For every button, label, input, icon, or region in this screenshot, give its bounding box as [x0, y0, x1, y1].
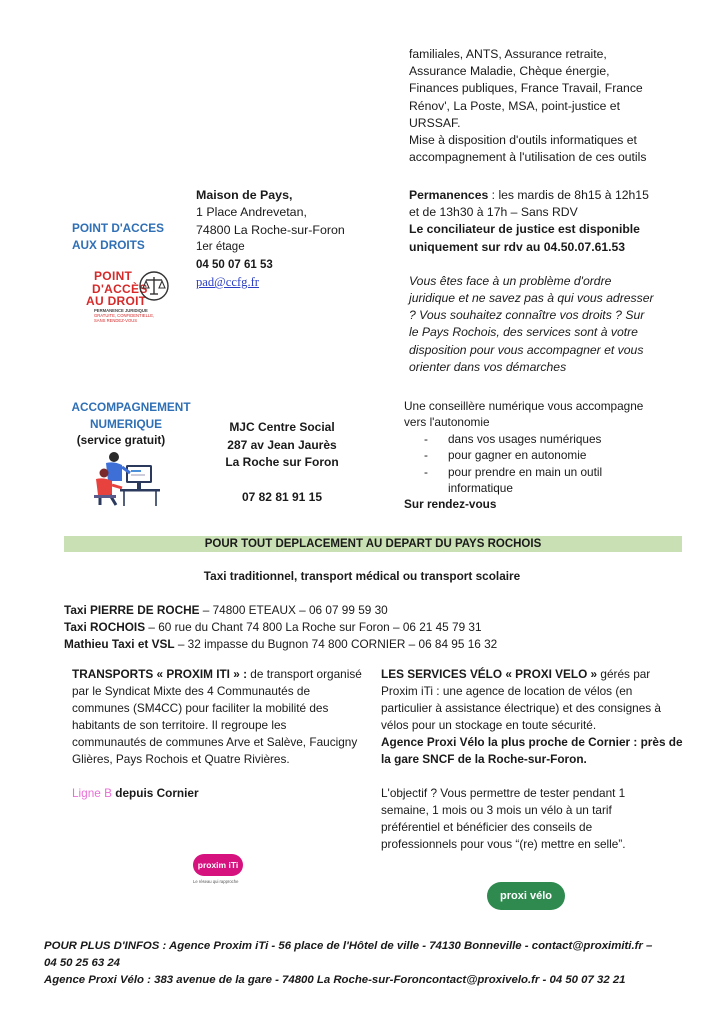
permanences-text: : les mardis de 8h15 à 12h15 [488, 188, 649, 202]
scales-icon [138, 270, 170, 302]
numerique-intro: Une conseillère numérique vous accompagne [404, 399, 644, 413]
pad-logo-subtext [94, 308, 174, 323]
proxim-title-line [72, 666, 372, 683]
proxim-title-rest: de transport organisé [247, 667, 362, 681]
pad-address-floor: 1er étage [196, 241, 245, 254]
proxim-line: par le Syndicat Mixte des 4 Communautés de [72, 684, 311, 698]
velo-objectif: L'objectif ? Vous permettre de tester pendant 1 [381, 786, 626, 800]
ligne-b-label: Ligne B [72, 786, 113, 800]
pad-intro-line: disposition pour vous accompagner et vous [409, 342, 644, 357]
numerique-rdv: Sur rendez-vous [404, 497, 497, 512]
pad-email-link[interactable]: pad@ccfg.fr [196, 275, 259, 290]
numerique-heading-free: (service gratuit) [76, 433, 166, 447]
permanences-text-2: et de 13h30 à 17h – Sans RDV [409, 205, 578, 220]
services-line: Finances publiques, France Travail, France [409, 81, 643, 96]
footer-info [44, 938, 694, 989]
services-line: Mise à disposition d'outils informatiques et [409, 133, 637, 148]
velo-agence: Agence Proxi Vélo la plus proche de Cornier : près de [381, 735, 683, 749]
numerique-list [404, 431, 704, 480]
pad-logo-line: AU DROIT [86, 294, 147, 308]
pad-logo-sub: SANS RENDEZ-VOUS [94, 318, 138, 323]
pad-intro-line: le Pays Rochois, des services sont à votre [409, 325, 638, 340]
services-line: familiales, ANTS, Assurance retraite, [409, 47, 607, 61]
taxi-list [64, 602, 684, 653]
velo-title-rest: gérés par [597, 667, 651, 681]
list-item: - dans vos usages numériques [404, 431, 704, 447]
services-line: Rénov', La Poste, MSA, point-justice et [409, 98, 620, 113]
pad-phone: 04 50 07 61 53 [196, 258, 273, 271]
proxim-iti-logo [193, 854, 255, 888]
numerique-intro: vers l'autonomie [404, 415, 490, 430]
footer-line: 04 50 25 63 24 [44, 957, 121, 969]
pad-intro-line: orienter dans vos démarches [409, 359, 567, 374]
numerique-heading-line: ACCOMPAGNEMENT [71, 400, 191, 414]
footer-line: Agence Proxi Vélo : 383 avenue de la gare - 74800 La Roche-sur-Foroncontact@proxivelo.fr - 04 50 07 32 21 [44, 974, 626, 986]
pad-logo-sub: GRATUITE, CONFIDENTIELLE, [94, 313, 155, 318]
list-item: - pour gagner en autonomie [404, 447, 704, 463]
velo-agence: la gare SNCF de la Roche-sur-Foron. [381, 752, 587, 766]
pad-address-street: 1 Place Andrevetan, [196, 205, 307, 220]
pad-logo-sub: PERMANENCE JURIDIQUE [94, 308, 148, 313]
conciliateur-line: Le conciliateur de justice est disponible [409, 222, 640, 237]
numerique-heading-line: NUMERIQUE [89, 416, 163, 431]
numerique-item-continued: informatique [448, 481, 513, 496]
proxim-ligne [72, 785, 372, 802]
pad-logo-line: POINT [94, 269, 133, 283]
services-line: URSSAF. [409, 115, 461, 130]
proxim-line: Glières, Pays Rochois et Quatre Rivières. [72, 752, 290, 766]
numerique-address-name: MJC Centre Social [229, 420, 335, 434]
velo-line: Proxim iTi : une agence de location de vélos (en [381, 684, 633, 698]
pad-address [196, 187, 396, 291]
proxim-block [72, 666, 372, 802]
taxi-details: – 74800 ETEAUX – 06 07 99 59 30 [199, 603, 388, 617]
proxim-title: TRANSPORTS « PROXIM ITI » : [72, 667, 248, 681]
numerique-address-street: 287 av Jean Jaurès [227, 437, 337, 452]
velo-title-line [381, 666, 711, 683]
taxi-name: Mathieu Taxi et VSL [64, 637, 175, 651]
taxi-details: – 60 rue du Chant 74 800 La Roche sur Foron – 06 21 45 79 31 [145, 620, 482, 634]
transport-banner: POUR TOUT DEPLACEMENT AU DEPART DU PAYS ROCHOIS [64, 536, 682, 552]
pad-logo-line: D'ACCÈS [92, 281, 148, 296]
list-item: - pour prendre en main un outil [404, 464, 704, 480]
pad-heading-line: POINT D'ACCES [72, 221, 164, 235]
pad-address-name: Maison de Pays, [196, 188, 293, 202]
pad-intro-line: ? Vous souhaitez connaître vos droits ? Sur [409, 308, 645, 323]
pad-details [409, 187, 709, 376]
proxim-line: habitants de son territoire. Il regroupe les [72, 718, 287, 732]
services-list-block [409, 46, 709, 166]
proxi-velo-logo: proxi vélo [487, 882, 565, 910]
pad-intro-line: Vous êtes face à un problème d'ordre [409, 273, 612, 288]
proxim-iti-logo-tagline: Le réseau qui rapproche [193, 879, 239, 884]
numerique-details [404, 398, 704, 513]
proxim-line: communes (SM4CC) pour faciliter la mobilité des [72, 701, 329, 715]
velo-line: particulier à assistance électrique) et des consignes à [381, 701, 661, 715]
numerique-address-city: La Roche sur Foron [225, 455, 339, 469]
list-item [64, 602, 684, 619]
proxim-line: communautés de communes Arve et Salève, Faucigny [72, 735, 358, 749]
ligne-b-rest: depuis Cornier [112, 786, 199, 800]
taxi-name: Taxi ROCHOIS [64, 620, 146, 634]
pad-heading [72, 220, 164, 254]
velo-objectif: semaine, 1 mois ou 3 mois un vélo à un tarif [381, 803, 612, 817]
list-item [64, 636, 684, 653]
pad-address-city: 74800 La Roche-sur-Foron [196, 222, 345, 237]
computer-support-illustration [92, 451, 162, 507]
velo-block [381, 666, 711, 853]
permanences-label: Permanences [409, 188, 489, 202]
taxi-heading: Taxi traditionnel, transport médical ou transport scolaire [203, 569, 521, 583]
pad-intro-line: juridique et ne savez pas à qui vous adresser [409, 291, 654, 306]
velo-objectif: préférentiel et bénéficier des conseils de [381, 820, 593, 834]
velo-title: LES SERVICES VÉLO « PROXI VELO » [381, 667, 598, 681]
numerique-phone: 07 82 81 91 15 [241, 490, 323, 504]
pad-permanences [409, 187, 709, 204]
velo-line: vélos pour un stockage en toute sécurité. [381, 718, 597, 732]
footer-line: POUR PLUS D'INFOS : Agence Proxim iTi - 56 place de l'Hôtel de ville - 74130 Bonneville - contact@proximiti.fr – [44, 940, 653, 952]
proxim-iti-logo-badge: proxim iTi [193, 854, 243, 876]
taxi-name: Taxi PIERRE DE ROCHE [64, 603, 200, 617]
conciliateur-line: uniquement sur rdv au 04.50.07.61.53 [409, 239, 626, 254]
velo-objectif: professionnels pour vous “(re) mettre en selle”. [381, 837, 626, 851]
pad-logo [86, 270, 176, 332]
services-line: accompagnement à l'utilisation de ces outils [409, 150, 647, 165]
services-line: Assurance Maladie, Chèque énergie, [409, 64, 610, 79]
taxi-details: – 32 impasse du Bugnon 74 800 CORNIER – 06 84 95 16 32 [174, 637, 498, 651]
list-item [64, 619, 684, 636]
numerique-heading [66, 399, 196, 449]
pad-heading-line: AUX DROITS [72, 238, 145, 252]
numerique-address [222, 419, 342, 507]
